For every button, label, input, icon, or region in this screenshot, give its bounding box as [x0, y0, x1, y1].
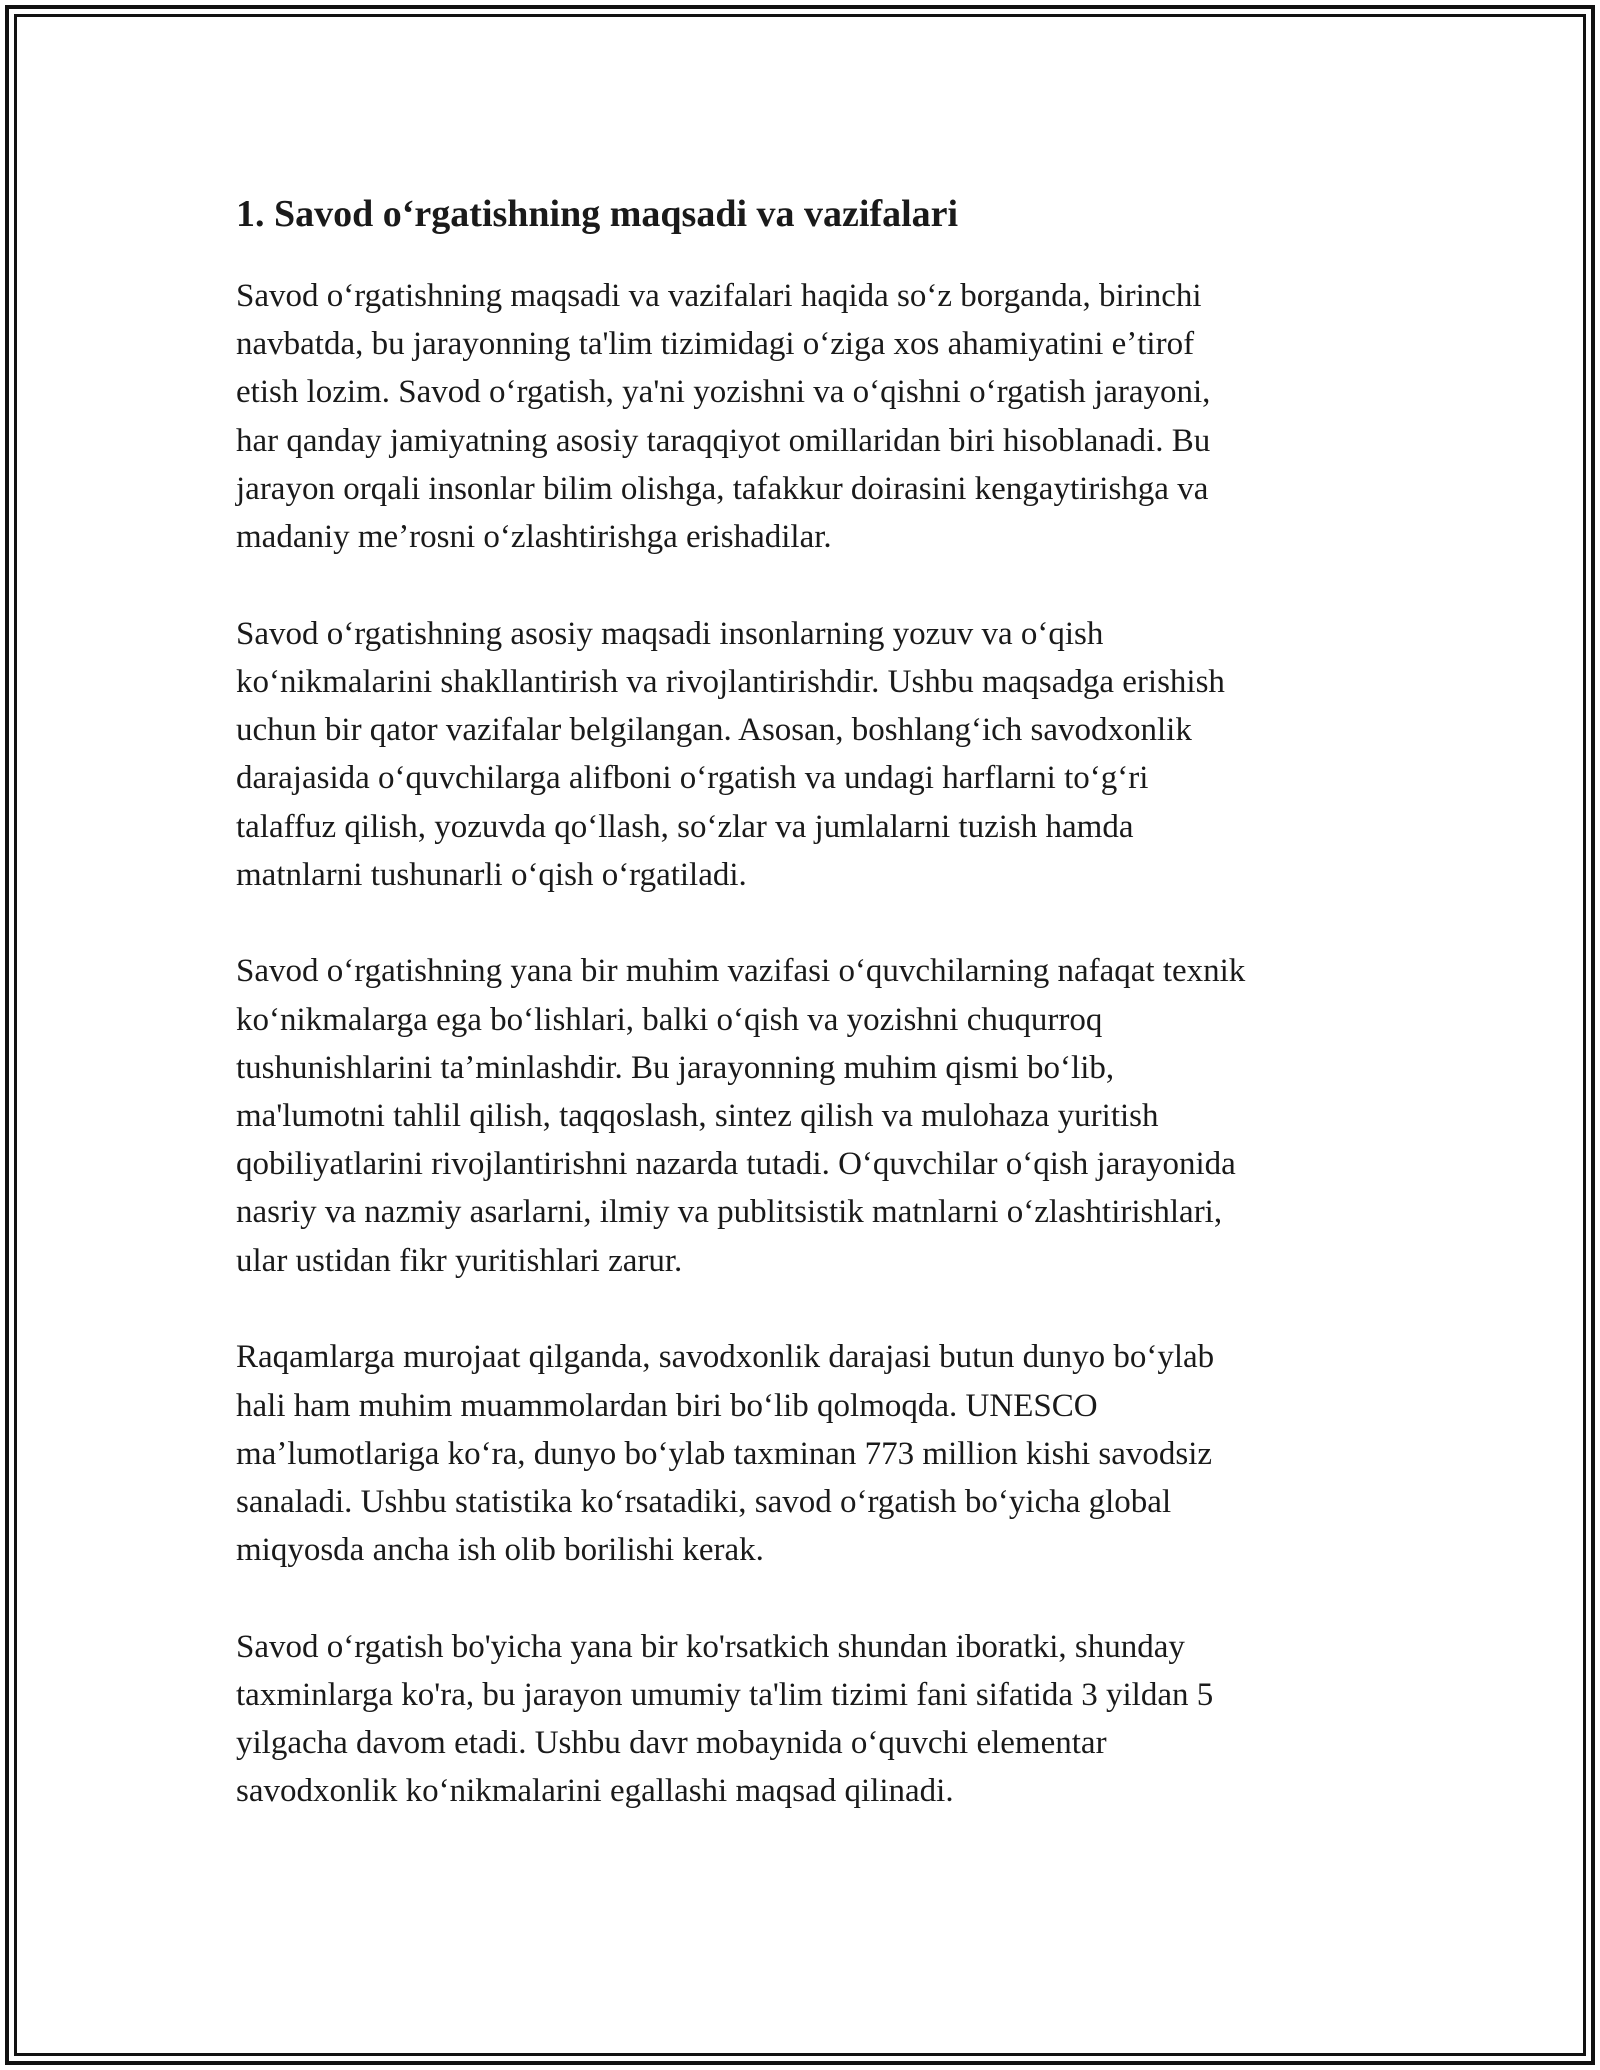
paragraph — [236, 272, 1396, 561]
paragraph-line: ma'lumotni tahlil qilish, taqqoslash, sintez qilish va mulohaza yuritish — [236, 1098, 1159, 1135]
paragraph-line: darajasida oʻquvchilarga alifboni oʻrgatish va undagi harflarni toʻgʻri — [236, 760, 1149, 797]
paragraph-line: Savod oʻrgatishning maqsadi va vazifalari haqida soʻz borganda, birinchi — [236, 278, 1202, 314]
paragraph — [236, 1623, 1396, 1816]
paragraph-line: hali ham muhim muammolardan biri boʻlib qolmoqda. UNESCO — [236, 1387, 1098, 1424]
paragraph-line: Savod oʻrgatishning yana bir muhim vazifasi oʻquvchilarning nafaqat texnik — [236, 953, 1246, 990]
paragraph-line: Savod oʻrgatish bo'yicha yana bir ko'rsatkich shundan iboratki, shunday — [236, 1628, 1185, 1665]
paragraph-line: miqyosda ancha ish olib borilishi kerak. — [236, 1532, 764, 1569]
paragraph-line: matnlarni tushunarli oʻqish oʻrgatiladi. — [236, 856, 747, 893]
paragraph-line: maʼlumotlariga koʻra, dunyo boʻylab taxminan 773 million kishi savodsiz — [236, 1435, 1213, 1472]
paragraph-line: taxminlarga ko'ra, bu jarayon umumiy ta'lim tizimi fani sifatida 3 yildan 5 — [236, 1677, 1214, 1714]
paragraph-line: etish lozim. Savod oʻrgatish, ya'ni yozishni va oʻqishni oʻrgatish jarayoni, — [236, 374, 1211, 411]
paragraph — [236, 610, 1396, 899]
paragraph-line: navbatda, bu jarayonning ta'lim tizimidagi oʻziga xos ahamiyatini eʼtirof — [236, 326, 1195, 363]
paragraph-line: uchun bir qator vazifalar belgilangan. Asosan, boshlangʻich savodxonlik — [236, 712, 1192, 749]
paragraph-line: sanaladi. Ushbu statistika koʻrsatadiki, savod oʻrgatish boʻyicha global — [236, 1483, 1172, 1520]
paragraph-line: ular ustidan fikr yuritishlari zarur. — [236, 1242, 683, 1279]
paragraph-line: tushunishlarini taʼminlashdir. Bu jarayonning muhim qismi boʻlib, — [236, 1049, 1115, 1086]
paragraph-line: qobiliyatlarini rivojlantirishni nazarda tutadi. Oʻquvchilar oʻqish jarayonida — [236, 1146, 1236, 1183]
paragraph-line: har qanday jamiyatning asosiy taraqqiyot omillaridan biri hisoblanadi. Bu — [236, 422, 1211, 459]
paragraph-list — [236, 272, 1396, 1816]
document-body — [236, 186, 1396, 1864]
section-heading: 1. Savod oʻrgatishning maqsadi va vazifalari — [236, 193, 959, 235]
paragraph — [236, 1333, 1396, 1574]
paragraph-line: yilgacha davom etadi. Ushbu davr mobaynida oʻquvchi elementar — [236, 1725, 1107, 1762]
paragraph-line: Raqamlarga murojaat qilganda, savodxonlik darajasi butun dunyo boʻylab — [236, 1339, 1215, 1376]
paragraph-line: nasriy va nazmiy asarlarni, ilmiy va publitsistik matnlarni oʻzlashtirishlari, — [236, 1194, 1223, 1231]
paragraph-line: madaniy meʼrosni oʻzlashtirishga erishadilar. — [236, 519, 832, 556]
paragraph-line: koʻnikmalarini shakllantirish va rivojlantirishdir. Ushbu maqsadga erishish — [236, 663, 1225, 700]
paragraph — [236, 947, 1396, 1284]
paragraph-line: Savod oʻrgatishning asosiy maqsadi insonlarning yozuv va oʻqish — [236, 615, 1104, 652]
paragraph-line: jarayon orqali insonlar bilim olishga, tafakkur doirasini kengaytirishga va — [236, 470, 1209, 507]
paragraph-line: talaffuz qilish, yozuvda qoʻllash, soʻzlar va jumlalarni tuzish hamda — [236, 808, 1134, 845]
paragraph-line: savodxonlik koʻnikmalarini egallashi maqsad qilinadi. — [236, 1773, 954, 1810]
paragraph-line: koʻnikmalarga ega boʻlishlari, balki oʻqish va yozishni chuqurroq — [236, 1001, 1103, 1038]
